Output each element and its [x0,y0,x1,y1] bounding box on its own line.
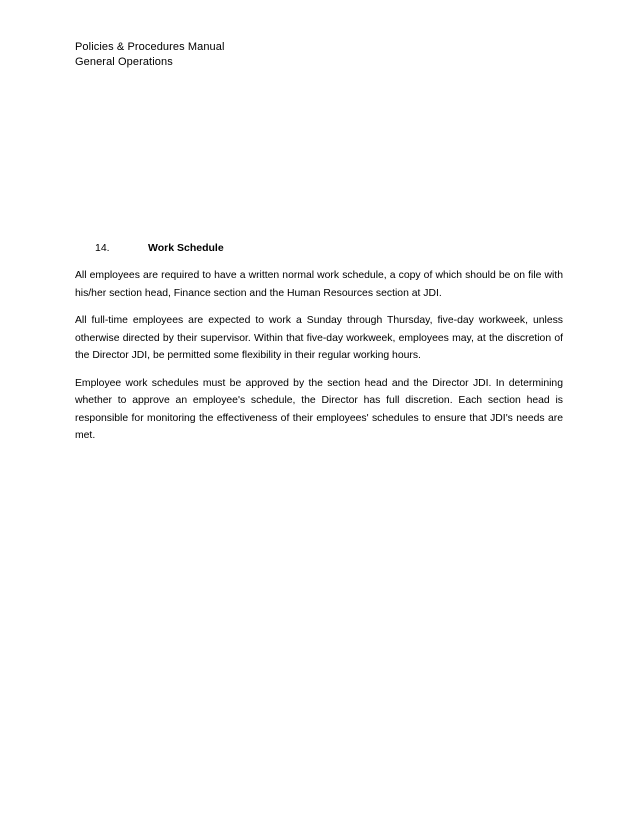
page-header [75,40,225,70]
manual-title: Policies & Procedures Manual [75,41,225,53]
paragraph: All employees are required to have a written normal work schedule, a copy of which should be on file with his/her section head, Finance section and the Human Resources section at JDI. [75,270,563,299]
section-heading [95,241,224,255]
section-title: Work Schedule [148,242,224,254]
paragraph: Employee work schedules must be approved by the section head and the Director JDI. In determining whether to approve an employee's schedule, the Director has full discretion. Each section head is responsible for monitoring the effectiveness of their employees' schedules to ensure that JDI's needs are met. [75,377,563,441]
manual-subtitle: General Operations [75,56,173,68]
section-body [75,267,563,455]
section-number: 14. [95,242,110,254]
paragraph: All full-time employees are expected to work a Sunday through Thursday, five-day workweek, unless otherwise directed by their supervisor. Within that five-day workweek, employees may, at the discretion of the Director JDI, be permitted some flexibility in their regular working hours. [75,315,563,361]
